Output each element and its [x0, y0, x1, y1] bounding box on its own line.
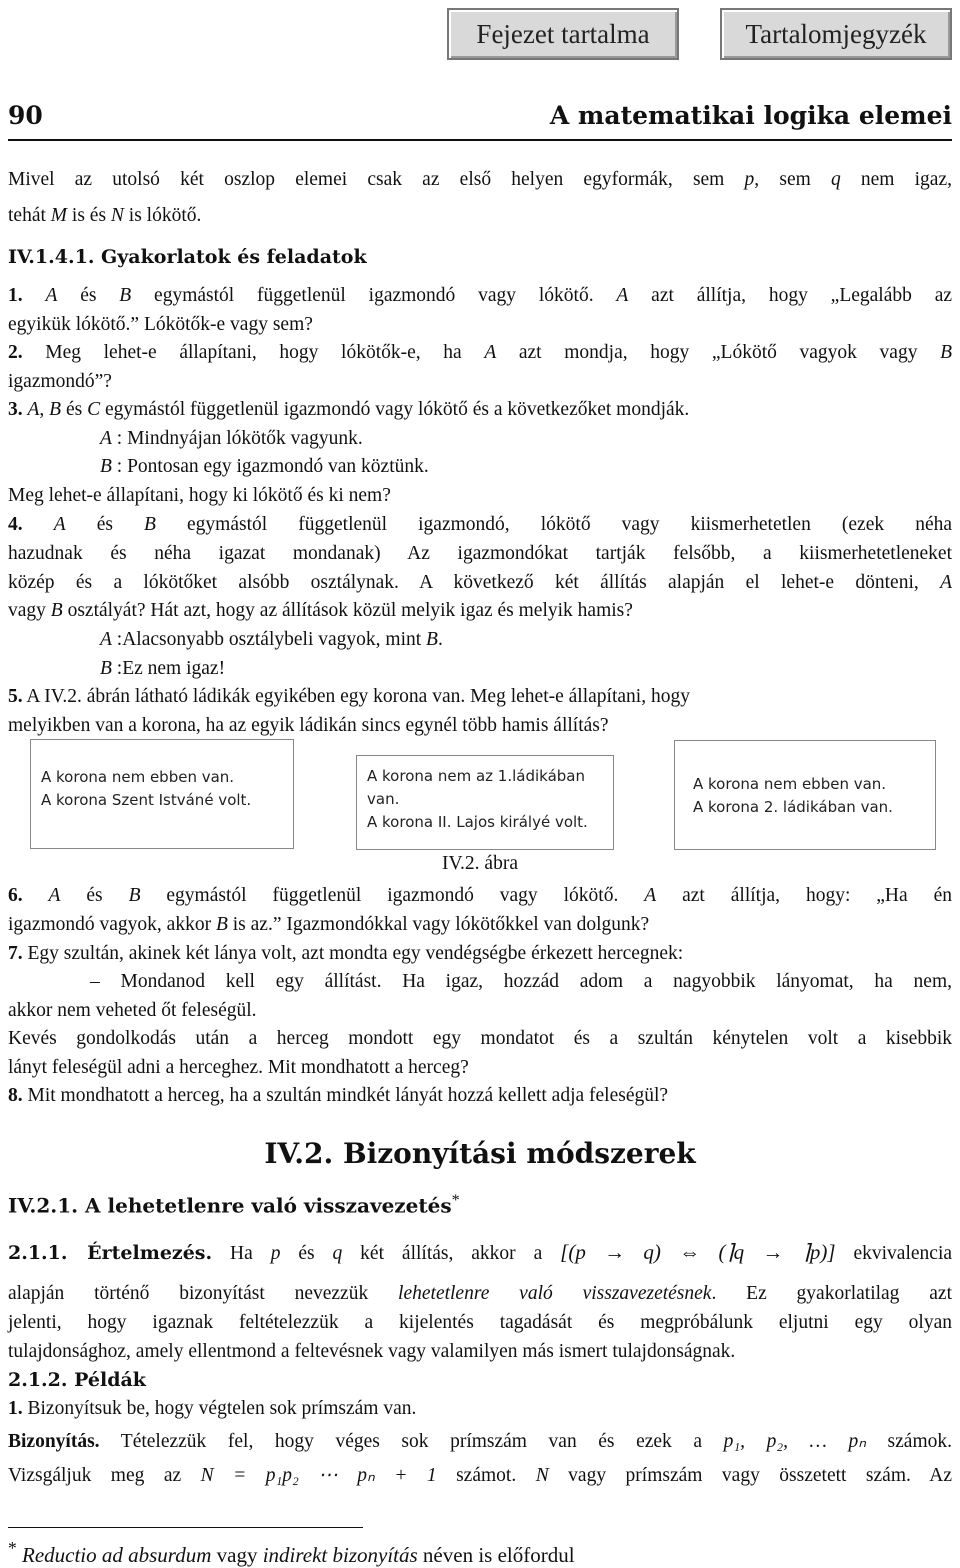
exercise-3-question: Meg lehet-e állapítani, hogy ki lókötő és ki nem?: [8, 485, 391, 506]
exercise-4-statement-a: A :Alacsonyabb osztálybeli vagyok, mint B.: [100, 629, 443, 650]
exercise-3: 3. A, B és C egymástól függetlenül igazmondó vagy lókötő és a következőket mondják.: [8, 399, 690, 420]
exercises-heading: IV.1.4.1. Gyakorlatok és feladatok: [8, 246, 367, 268]
equivalence-formula: [(p → q) ⇔ (⌉q → ⌉p)]: [560, 1240, 836, 1264]
chest-3: [674, 740, 936, 850]
exercise-7-line-4: Kevés gondolkodás után a herceg mondott egy mondatot és a szultán kénytelen volt a kisebbik: [8, 1028, 952, 1049]
exercise-7-line-5: lányt feleségül adni a herceghez. Mit mondhatott a herceg?: [8, 1057, 469, 1078]
exercise-4: 4. A és B egymástól függetlenül igazmondó, lókötő vagy kiismerhetetlen (ezek néha: [8, 514, 953, 535]
exercise-1-cont: egyikük lókötő.” Lókötők-e vagy sem?: [8, 314, 313, 335]
intro-line-1: Mivel az utolsó két oszlop elemei csak az első helyen egyformák, sem p, sem q nem igaz,: [8, 169, 952, 190]
n-formula: N = p₁p₂ ⋯ pₙ + 1: [200, 1465, 437, 1486]
exercise-4-statement-b: B :Ez nem igaz!: [100, 658, 226, 679]
exercise-4-line-3: közép és a lókötőket alsóbb osztálynak. A következő két állítás alapján el lehet-e dönteni, A: [8, 572, 952, 593]
page-header: [8, 99, 952, 141]
footnote: * Reductio ad absurdum vagy indirekt bizonyítás néven is előfordul: [8, 1538, 575, 1567]
exercise-7-line-3: akkor nem veheted őt feleségül.: [8, 1000, 257, 1021]
examples-heading: 2.1.2. Példák: [8, 1369, 146, 1391]
footnote-separator: [8, 1527, 363, 1528]
chest-1-line-1: A korona nem ebben van.: [41, 768, 235, 786]
exercise-4-line-4: vagy B osztályát? Hát azt, hogy az állítások közül melyik igaz és melyik hamis?: [8, 600, 633, 621]
proof-line-2: Vizsgáljuk meg az N = p₁p₂ ⋯ pₙ + 1 számot. N vagy prímszám vagy összetett szám. Az: [8, 1465, 952, 1486]
intro-line-2: tehát M is és N is lókötő.: [8, 205, 202, 226]
definition-line-4: tulajdonsághoz, amely ellentmond a feltevésnek vagy valamilyen más ismert tulajdonságnak.: [8, 1341, 736, 1362]
chest-2: [356, 755, 614, 850]
exercise-4-line-2: hazudnak és néha igazat mondanak) Az igazmondókat tartják felsőbb, a kiismerhetetleneket: [8, 543, 952, 564]
chest-3-line-2: A korona 2. ládikában van.: [693, 798, 893, 816]
example-1: 1. Bizonyítsuk be, hogy végtelen sok prímszám van.: [8, 1398, 417, 1419]
chest-1: [30, 739, 294, 849]
section-title-proof-methods: IV.2. Bizonyítási módszerek: [264, 1137, 696, 1170]
defined-term: lehetetlenre való visszavezetésnek: [398, 1283, 712, 1304]
chest-1-line-2: A korona Szent Istváné volt.: [41, 791, 252, 809]
chapter-title: A matematikai logika elemei: [549, 101, 952, 130]
figure-caption: IV.2. ábra: [442, 853, 518, 874]
exercise-3-statement-b: B : Pontosan egy igazmondó van köztünk.: [100, 456, 429, 477]
chapter-contents-button[interactable]: Fejezet tartalma: [447, 8, 679, 60]
subsection-heading: IV.2.1. A lehetetlenre való visszavezetés*: [8, 1191, 460, 1218]
definition-line-3: jelenti, hogy igaznak feltételezzük a kijelentés tagadását és megpróbálunk eljutni egy olyan: [8, 1312, 952, 1333]
exercise-6-cont: igazmondó vagyok, akkor B is az.” Igazmondókkal vagy lókötőkkel van dolgunk?: [8, 914, 650, 935]
exercise-2: 2. Meg lehet-e állapítani, hogy lókötők-e, ha A azt mondja, hogy „Lókötő vagyok vagy B: [8, 342, 952, 363]
exercise-8: 8. Mit mondhatott a herceg, ha a szultán mindkét lányát hozzá kellett adja feleségül?: [8, 1085, 669, 1106]
table-of-contents-button[interactable]: Tartalomjegyzék: [720, 8, 952, 60]
chest-2-line-2: van.: [367, 790, 400, 808]
chest-3-line-1: A korona nem ebben van.: [693, 775, 887, 793]
exercise-3-statement-a: A : Mindnyájan lókötők vagyunk.: [100, 428, 363, 449]
exercise-1: 1. A és B egymástól függetlenül igazmondó vagy lókötő. A azt állítja, hogy „Legalább az: [8, 285, 953, 306]
definition-line-1: 2.1.1. Értelmezés. Ha p és q két állítás, akkor a [(p → q) ⇔ (⌉q → ⌉p)] ekvivalencia: [8, 1240, 953, 1264]
definition-line-2: alapján történő bizonyítást nevezzük lehetetlenre való visszavezetésnek. Ez gyakorlatilag azt: [8, 1283, 952, 1304]
exercise-7-line-2: – Mondanod kell egy állítást. Ha igaz, hozzád adom a nagyobbik lányomat, ha nem,: [90, 971, 952, 992]
exercise-2-cont: igazmondó”?: [8, 371, 112, 392]
exercise-6: 6. A és B egymástól függetlenül igazmondó vagy lókötő. A azt állítja, hogy: „Ha én: [8, 885, 952, 906]
chest-2-line-1: A korona nem az 1.ládikában: [367, 767, 585, 785]
chest-2-line-3: A korona II. Lajos királyé volt.: [367, 813, 588, 831]
exercise-7: 7. Egy szultán, akinek két lánya volt, azt mondta egy vendégségbe érkezett hercegnek:: [8, 943, 684, 964]
exercise-5-cont: melyikben van a korona, ha az egyik ládikán sincs egynél több hamis állítás?: [8, 715, 609, 736]
proof-line-1: Bizonyítás. Tételezzük fel, hogy véges sok prímszám van és ezek a p₁, p₂, … pₙ számok.: [8, 1431, 952, 1452]
page-number: 90: [8, 101, 43, 130]
exercise-5: 5. A IV.2. ábrán látható ládikák egyikében egy korona van. Meg lehet-e állapítani, hogy: [8, 686, 690, 707]
